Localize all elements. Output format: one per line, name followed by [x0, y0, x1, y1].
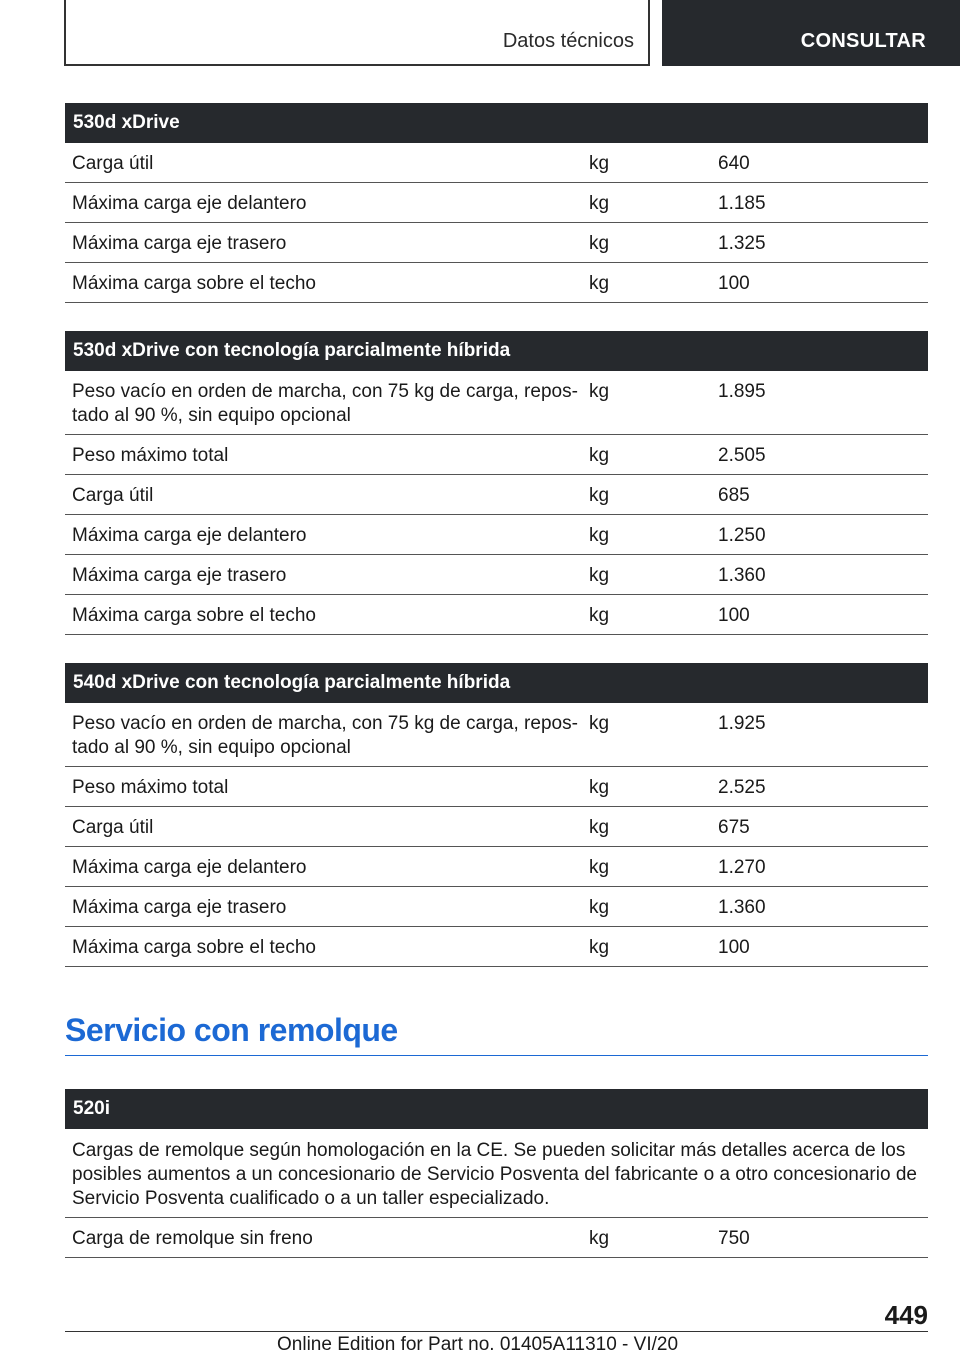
row-value: 100 [718, 937, 750, 958]
row-value: 1.360 [718, 897, 766, 918]
row-unit: kg [589, 565, 610, 586]
table-row [65, 371, 928, 435]
row-value: 1.360 [718, 565, 766, 586]
row-unit: kg [589, 273, 610, 294]
row-label: Carga de remolque sin freno [72, 1228, 313, 1249]
table-row [65, 927, 928, 967]
tab-consultar[interactable] [662, 0, 960, 66]
table-header: 530d xDrive [65, 103, 928, 143]
table-row [65, 703, 928, 767]
row-label: Peso vacío en orden de marcha, con 75 kg de carga, repos- tado al 90 %, sin equipo opcional [72, 381, 578, 426]
row-label: Carga útil [72, 817, 154, 838]
row-unit: kg [589, 381, 610, 402]
row-label: Carga útil [72, 153, 154, 174]
row-unit: kg [589, 817, 610, 838]
table-row [65, 475, 928, 515]
row-value: 750 [718, 1228, 750, 1249]
row-label: Máxima carga eje delantero [72, 525, 307, 546]
spec-table-540d-hybrid [65, 663, 928, 967]
table-header: 530d xDrive con tecnología parcialmente híbrida [65, 331, 928, 371]
tab-consultar-label: CONSULTAR [800, 30, 926, 52]
row-value: 675 [718, 817, 750, 838]
page-number: 449 [884, 1300, 928, 1330]
row-label: Máxima carga eje trasero [72, 897, 287, 918]
row-unit: kg [589, 193, 610, 214]
row-unit: kg [589, 713, 610, 734]
spec-table-530d-hybrid [65, 331, 928, 635]
row-value: 100 [718, 605, 750, 626]
table-row [65, 223, 928, 263]
row-value: 1.270 [718, 857, 766, 878]
row-label: Peso vacío en orden de marcha, con 75 kg de carga, repos- tado al 90 %, sin equipo opcional [72, 713, 578, 758]
row-label: Máxima carga sobre el techo [72, 937, 316, 958]
page-header [0, 0, 960, 66]
trailer-table-520i [65, 1089, 928, 1258]
row-unit: kg [589, 525, 610, 546]
row-unit: kg [589, 445, 610, 466]
row-label: Máxima carga eje delantero [72, 193, 307, 214]
row-unit: kg [589, 857, 610, 878]
table-row [65, 807, 928, 847]
row-label: Máxima carga eje delantero [72, 857, 307, 878]
table-header: 520i [65, 1089, 928, 1129]
table-row [65, 595, 928, 635]
footer-edition: Online Edition for Part no. 01405A11310 - VI/20 [277, 1334, 679, 1355]
row-value: 2.525 [718, 777, 766, 798]
row-unit: kg [589, 153, 610, 174]
row-unit: kg [589, 485, 610, 506]
tab-datos-tecnicos[interactable] [64, 0, 650, 66]
table-row [65, 435, 928, 475]
table-row [65, 555, 928, 595]
section-divider [65, 1055, 928, 1056]
row-label: Peso máximo total [72, 777, 229, 798]
table-note: Cargas de remolque según homologación en la CE. Se pueden solicitar más detalles acerca de los posibles aumentos a un concesionario de Servicio Posventa del fabricante o a otro concesionario de Servicio Posventa cualificado o a un taller especializado. [72, 1140, 917, 1209]
table-row [65, 183, 928, 223]
row-label: Máxima carga eje trasero [72, 233, 287, 254]
row-value: 685 [718, 485, 750, 506]
table-row [65, 143, 928, 183]
row-label: Carga útil [72, 485, 154, 506]
row-value: 2.505 [718, 445, 766, 466]
row-label: Peso máximo total [72, 445, 229, 466]
row-value: 100 [718, 273, 750, 294]
row-value: 1.325 [718, 233, 766, 254]
row-value: 1.895 [718, 381, 766, 402]
table-row [65, 767, 928, 807]
row-unit: kg [589, 605, 610, 626]
table-row [65, 887, 928, 927]
row-value: 1.925 [718, 713, 766, 734]
row-unit: kg [589, 777, 610, 798]
row-unit: kg [589, 897, 610, 918]
footer-divider [65, 1331, 928, 1332]
table-header: 540d xDrive con tecnología parcialmente híbrida [65, 663, 928, 703]
table-row [65, 847, 928, 887]
row-value: 640 [718, 153, 750, 174]
tab-datos-tecnicos-label: Datos técnicos [502, 30, 634, 52]
row-value: 1.250 [718, 525, 766, 546]
table-row [65, 263, 928, 303]
row-unit: kg [589, 937, 610, 958]
row-label: Máxima carga sobre el techo [72, 605, 316, 626]
row-label: Máxima carga sobre el techo [72, 273, 316, 294]
spec-table-530d [65, 103, 928, 303]
row-label: Máxima carga eje trasero [72, 565, 287, 586]
row-unit: kg [589, 233, 610, 254]
row-value: 1.185 [718, 193, 766, 214]
section-title: Servicio con remolque [65, 1012, 398, 1048]
table-row [65, 1218, 928, 1258]
row-unit: kg [589, 1228, 610, 1249]
table-note-row [65, 1129, 928, 1218]
table-row [65, 515, 928, 555]
